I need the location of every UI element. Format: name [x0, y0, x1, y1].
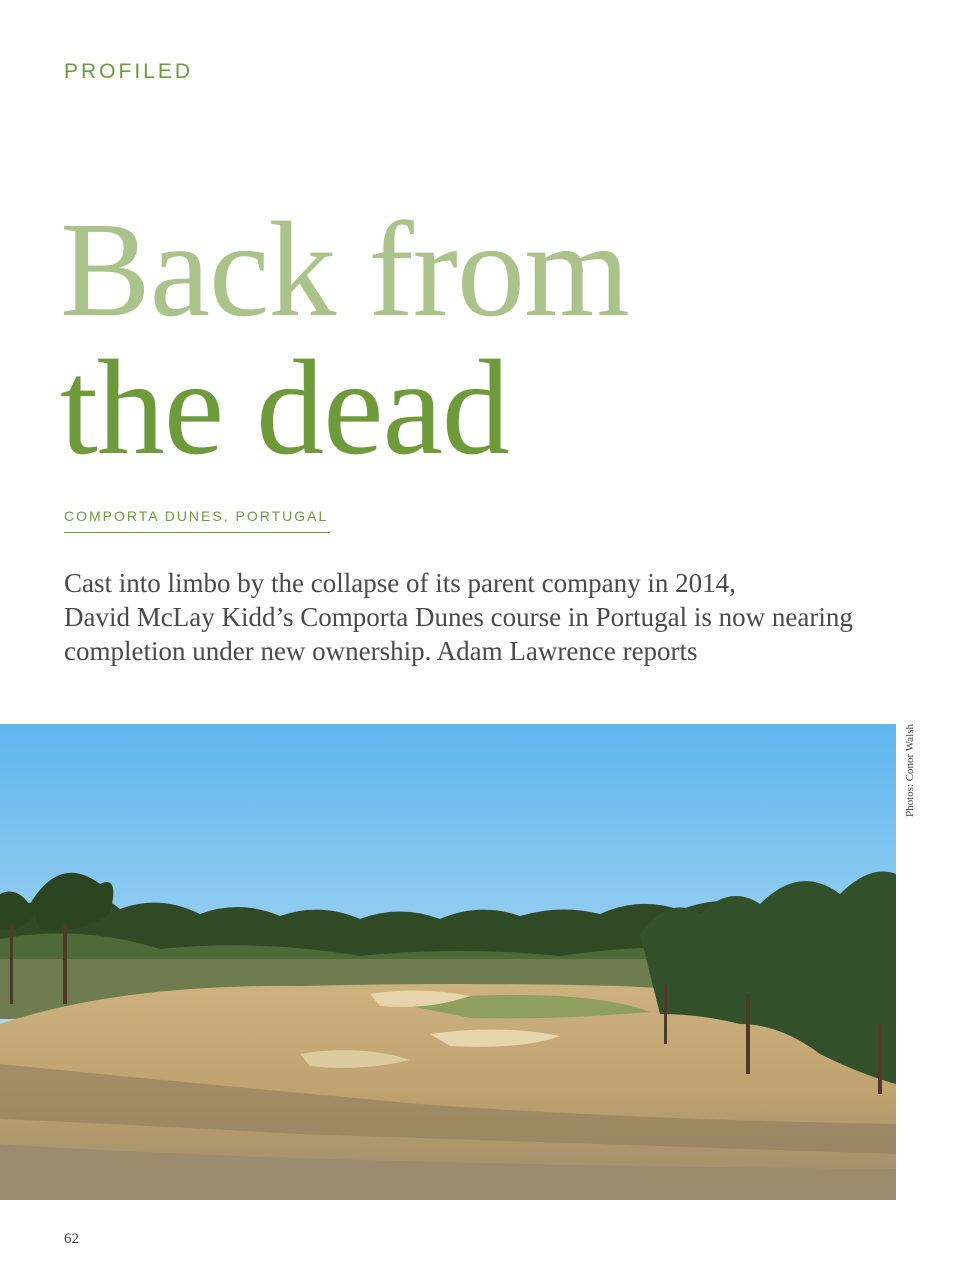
page-number: 62 — [64, 1231, 79, 1247]
location-label: COMPORTA DUNES, PORTUGAL — [64, 508, 330, 533]
golf-course-photo — [0, 724, 896, 1200]
standfirst-line: David McLay Kidd’s Comporta Dunes course in Portugal is now nearing — [64, 602, 853, 632]
standfirst — [64, 566, 904, 668]
headline-line-1: Back from — [60, 195, 629, 345]
headline-line-2: the dead — [60, 333, 509, 483]
section-label: PROFILED — [64, 60, 194, 83]
photo-credit-text: Photos: Conor Walsh — [904, 724, 916, 818]
standfirst-line: Cast into limbo by the collapse of its parent company in 2014, — [64, 568, 736, 598]
standfirst-line: completion under new ownership. Adam Lawrence reports — [64, 636, 698, 666]
